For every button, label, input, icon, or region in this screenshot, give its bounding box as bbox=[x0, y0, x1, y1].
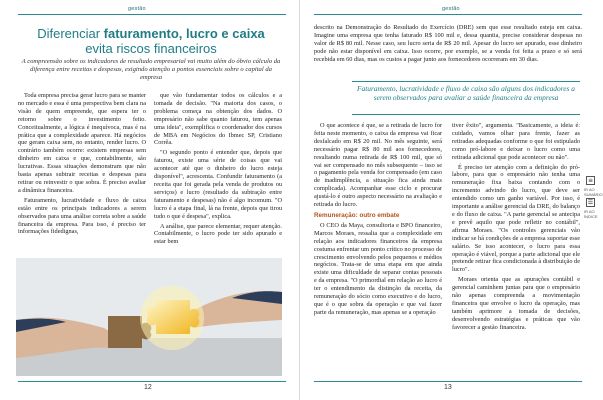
index-icon[interactable]: ☰ bbox=[587, 199, 594, 206]
right-page bbox=[300, 0, 603, 400]
paragraph: "O segundo ponto é entender que, depois que faturou, existe uma série de coisas que vai acontecer até que o dinheiro do lucro esteja disponível", acrescenta. Confundir faturamento (a receita que foi gerada pela venda de produtos ou serviços) e lucro (resultado da subtração entre faturamento e despesas) não é algo incomum. "O lucro é a etapa final, lá na frente, depois que tirou tudo o que é despesa", explica. bbox=[154, 149, 282, 220]
headline-post: evita riscos financeiros bbox=[85, 41, 217, 56]
paragraph: Faturamento, lucratividade e fluxo de caixa estão entre os principais indicadores a serem observados para uma análise correta sobre a saúde financeira da empresa. Para isso, é preciso ter informações fidedignas, bbox=[18, 196, 146, 236]
section-rule bbox=[314, 14, 582, 15]
page-number: 13 bbox=[444, 384, 452, 391]
article-deck: A compreensão sobre os indicadores de resultado empresarial vai muito além do óbvio cálculo da diferença entre receitas e despesas, exigindo atenção a pontos essenciais sobre o capital da empresa bbox=[21, 58, 281, 81]
paragraph: Toda empresa precisa gerar lucro para se manter no mercado e essa é uma perspectiva bem clara na visão de quem empreende, que espera ter o retorno sobre o investimento feito. Conceitualmente, a lógica é inequívoca, mas é na prática que a complexidade aparece. Há negócios que geram caixa sem, no entanto, render lucro. O contrário também ocorre: existem empresas sem dinheiro em caixa e que, contabilmente, são lucrativas. Essas situações demonstram que não basta apenas subtrair receitas e despesas para retirar ou reinvestir o que sobra. É preciso avaliar a dinâmica financeira. bbox=[18, 92, 146, 194]
pull-quote-rule-bottom bbox=[352, 114, 580, 115]
footer-rule bbox=[18, 381, 286, 382]
go-to-summary-link[interactable]: IR AO SUMÁRIO bbox=[584, 187, 603, 197]
go-to-index-link[interactable]: IR AO ÍNDICE bbox=[584, 209, 598, 219]
left-column-1 bbox=[18, 92, 146, 238]
section-label: gestão bbox=[128, 6, 146, 12]
paragraph: O que acontece é que, se a retirada de lucro for feita neste momento, o caixa da empresa vai ficar desfalcado em R$ 20 mil. No mês seguinte, será necessário pagar R$ 80 mil aos fornecedores, resultando numa retirada de R$ 100 mil, que só vai ser compensado no mês subsequente – isso se o pagamento pela venda for compensado (em caso de inadimplência, a situação fica ainda mais complicada). Acompanhar esse ciclo e procurar ajustá-lo é outro aspecto necessário na avaliação e retirada do lucro. bbox=[314, 122, 442, 209]
pull-quote-rule-top bbox=[352, 81, 580, 82]
paragraph: tiver êxito", argumenta. "Basicamente, a ideia é: cuidado, vamos olhar para frente, fazer as retiradas adequadas conforme o que foi estipulado como pró-labore e deixar o lucro como uma retirada adicional que pode acontecer ou não". bbox=[452, 122, 580, 161]
puzzle-illustration bbox=[16, 258, 282, 376]
right-column-2 bbox=[452, 122, 580, 334]
paragraph: que vão fundamentar todos os cálculos e a tomada de decisão. "Na maioria dos casos, o problema começa na obtenção dos dados. O empresário não sabe quanto faturou, tem apenas uma ideia", exemplifica o coordenador dos cursos de MBA em Negócios do Ibmec SP, Cristiano Corrêa. bbox=[154, 92, 282, 147]
table-of-contents-icon[interactable]: ≡ bbox=[587, 177, 594, 184]
section-rule bbox=[18, 14, 286, 15]
puzzle-hands-photo bbox=[16, 258, 282, 376]
paragraph: É preciso ter atenção com a definição do pró-labore, para que o empresário não tenha uma remuneração fixa baixa contando com o incremento advindo do lucro, que deve ser entendido como um ganho variável. Por isso, é importante a análise gerencial da DRE, do balanço e do fluxo de caixa. "A parte gerencial se antecipa e prevê aquilo que pode refletir no contábil", afirma Moraes. "Os controles gerenciais vão indicar se há condições de a empresa suportar esse salário. Se isso acontecer, o lucro para essa operação é viável, porque a parte adicional que ele pretende retirar fica condicionada à distribuição de lucro". bbox=[452, 163, 580, 274]
headline-pre: Diferenciar bbox=[37, 26, 104, 41]
paragraph: Moraes orienta que as apurações contábil e gerencial caminhem juntas para que o empresário não apenas compreenda a movimentação financeira que envolve o lucro da operação, mas também aprimore a tomada de decisões, desenvolvendo estratégias e práticas que vão favorecer a gestão financeira. bbox=[452, 276, 580, 331]
article-headline bbox=[20, 26, 282, 56]
page-number: 12 bbox=[144, 384, 152, 391]
subheading: Remuneração: outro embate bbox=[314, 211, 400, 219]
paragraph: descrito na Demonstração do Resultado do Exercício (DRE) sem que esse resultado esteja em caixa. Imagine uma empresa que tenha faturado R$ 100 mil e, dessa quantia, precise considerar despesas no valor de R$ 80 mil. Nesse caso, seu lucro seria de R$ 20 mil. Apesar do lucro ser apurado, esse dinheiro pode não estar disponível em caixa. Isso ocorre, por exemplo, se a venda foi feita a prazo e só será recebida em 60 dias, mas os custos a pagar junto aos fornecedores ocorreram em 30 dias. bbox=[314, 24, 582, 63]
right-column-1 bbox=[314, 122, 442, 319]
left-page bbox=[0, 0, 300, 400]
lead-paragraph bbox=[314, 24, 582, 66]
paragraph: O CEO da Maya, consultoria e BPO financeiro, Marcos Moraes, ressalta que a complexidade em relação aos indicadores financeiros da empresa costuma enfrentar um ponto crítico no processo de crescimento envolvendo pelos pequenos e médios negócios. Trata-se de uma etapa em que ainda existe uma dificuldade de separar contas pessoais e da empresa. "O primordial em relação ao lucro é ter o entendimento da distinção da receita, da remuneração do sócio como executivo e do lucro, que é o que sobra da operação e que vai fazer parte da remuneração, mas apenas se a operação bbox=[314, 221, 442, 316]
paragraph: A análise, que parece elementar, requer atenção. Contabilmente, o lucro pode ter sido apurado e estar bem bbox=[154, 222, 282, 246]
footer-rule bbox=[314, 381, 582, 382]
pull-quote: Faturamento, lucratividade e fluxo de caixa são alguns dos indicadores a serem observados para avaliar a saúde financeira da empresa bbox=[357, 84, 575, 102]
left-column-2 bbox=[154, 92, 282, 248]
section-label: gestão bbox=[442, 6, 460, 12]
headline-bold: faturamento, lucro e caixa bbox=[103, 26, 265, 41]
